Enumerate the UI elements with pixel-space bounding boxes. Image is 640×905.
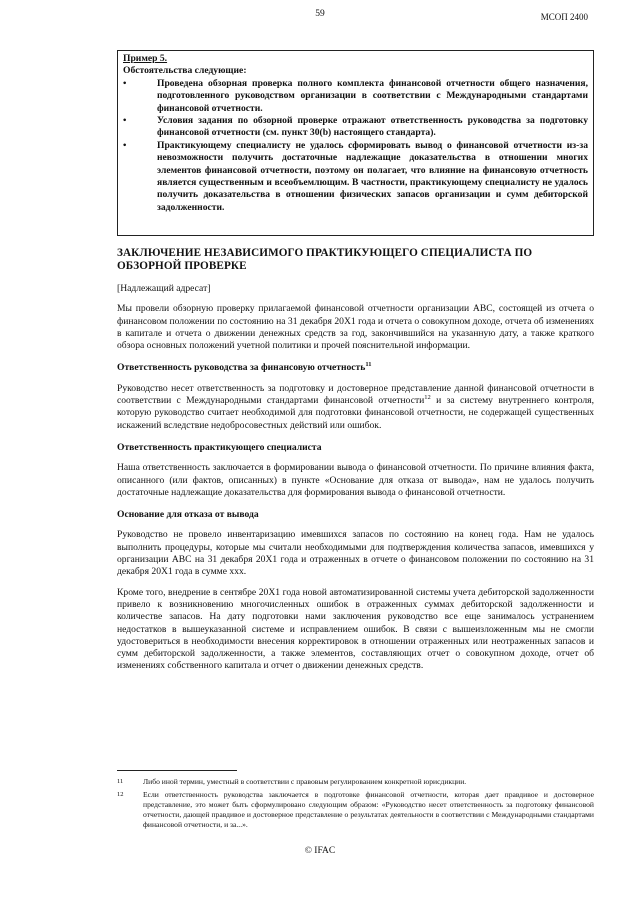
example-intro: Обстоятельства следующие: [123, 65, 247, 77]
bullet-text: Практикующему специалисту не удалось сформировать вывод о финансовой отчетности из-за невозможности получить достаточные надлежащие доказательства в отношении многих элементов финансовой отчетности, поэтому он полагает, что влияние на финансовую отчетность является существенным и всеобъемлющим. В частности, практикующему специалисту не удалось получить доказательства в отношении физических запасов организации и сумм дебиторской задолженности. [157, 139, 588, 213]
example-bullet [123, 140, 588, 214]
footnote-text: Если ответственность руководства заключается в подготовке финансовой отчетности, которая дает правдивое и достоверное представление, это может быть сформулировано следующим образом: «Руководство несет ответственность за подготовку финансовой отчетности, дающей правдивое и достоверное представление о результатах деятельности в соответствии с Международными стандартами финансовой отчетности, и за...». [143, 790, 594, 829]
paragraph-text: и за систему внутреннего контроля, которую руководство считает необходимой для подготовки финансовой отчетности, не содержащей существенных искажений вследствие недобросовестных действий или ошибок. [117, 395, 594, 431]
footnotes [117, 770, 594, 833]
example-box [117, 50, 594, 236]
management-paragraph [117, 383, 594, 432]
bullet-icon: • [123, 77, 127, 89]
basis-paragraph: Кроме того, внедрение в сентябре 20X1 года новой автоматизированной системы учета дебиторской задолженности привело к возникновению многочисленных ошибок в отраженных суммах дебиторской задолженности и количестве запасов. На дату подготовки нами заключения руководство все еще занималось устранением недостатков в вышеуказанной системе и исправлением ошибок. В связи с вышеизложенным мы не смогли удостовериться в необходимости внесения корректировок в отношении отраженных или неотраженных запасов и сумм дебиторской задолженности, а также элементов, составляющих отчет о совокупном доходе, отчет об изменениях собственного капитала и отчет о движении денежных средств. [117, 586, 594, 672]
footnote-number: 11 [117, 778, 124, 785]
bullet-text: Условия задания по обзорной проверке отражают ответственность руководства за подготовку финансовой отчетности (см. пункт 30(b) настоящего стандарта). [157, 115, 588, 139]
footnote-ref: 12 [424, 393, 431, 401]
section-heading-basis: Основание для отказа от вывода [117, 509, 259, 521]
example-bullet [123, 115, 588, 140]
bullet-icon: • [123, 115, 127, 127]
page-number: 59 [315, 9, 325, 19]
standard-code: МСОП 2400 [540, 12, 588, 22]
example-bullet [123, 78, 588, 115]
bullet-icon: • [123, 139, 127, 151]
bullet-text: Проведена обзорная проверка полного комплекта финансовой отчетности общего назначения, подготовленного руководством организации в соответствии с Международными стандартами финансовой отчетности. [157, 77, 588, 114]
basis-paragraph: Руководство не провело инвентаризацию имевшихся запасов по состоянию на конец года. Нам не удалось выполнить процедуры, которые мы считали необходимыми для подтверждения количества запасов, имевшихся у организации АВС на 31 декабря 20X1 года и отраженных в отчете о финансовом положении по состоянию на 31 декабря 20X1 года в сумме ххх. [117, 529, 594, 578]
footnote [117, 777, 594, 787]
practitioner-paragraph: Наша ответственность заключается в формировании вывода о финансовой отчетности. По причине влияния факта, описанного (или фактов, описанных) в пункте «Основание для отказа от вывода», нам не удалось получить достаточные надлежащие доказательства для формирования вывода о финансовой отчетности. [117, 462, 594, 498]
section-heading-management [117, 362, 594, 374]
report-title: ЗАКЛЮЧЕНИЕ НЕЗАВИСИМОГО ПРАКТИКУЮЩЕГО СПЕЦИАЛИСТА ПО ОБЗОРНОЙ ПРОВЕРКЕ [117, 247, 533, 272]
example-title: Пример 5. [123, 53, 168, 64]
footnote-divider [117, 770, 237, 771]
paragraph-text: Руководство несет ответственность за подготовку и достоверное представление данной финансовой отчетности в соответствии с Международными стандартами финансовой отчетности [117, 382, 594, 407]
footnote [117, 790, 594, 830]
report-body [117, 247, 594, 673]
heading-text: Ответственность руководства за финансовую отчетность [117, 362, 366, 374]
footnote-text: Либо иной термин, уместный в соответствии с правовым регулированием конкретной юрисдикции. [143, 777, 467, 786]
copyright: © IFAC [304, 846, 336, 856]
footnote-number: 12 [117, 791, 124, 798]
addressee: [Надлежащий адресат] [117, 283, 211, 294]
footnote-ref: 11 [365, 361, 372, 369]
intro-paragraph: Мы провели обзорную проверку прилагаемой финансовой отчетности организации АВС, состоящей из отчета о финансовом положении по состоянию на 31 декабря 20X1 года и отчета о совокупном доходе, отчета об изменениях в капитале и отчета о движении денежных средств за год, закончившийся на указанную дату, а также краткого обзора основных положений учетной политики и прочей пояснительной информации. [117, 303, 594, 352]
section-heading-practitioner: Ответственность практикующего специалиста [117, 441, 322, 453]
